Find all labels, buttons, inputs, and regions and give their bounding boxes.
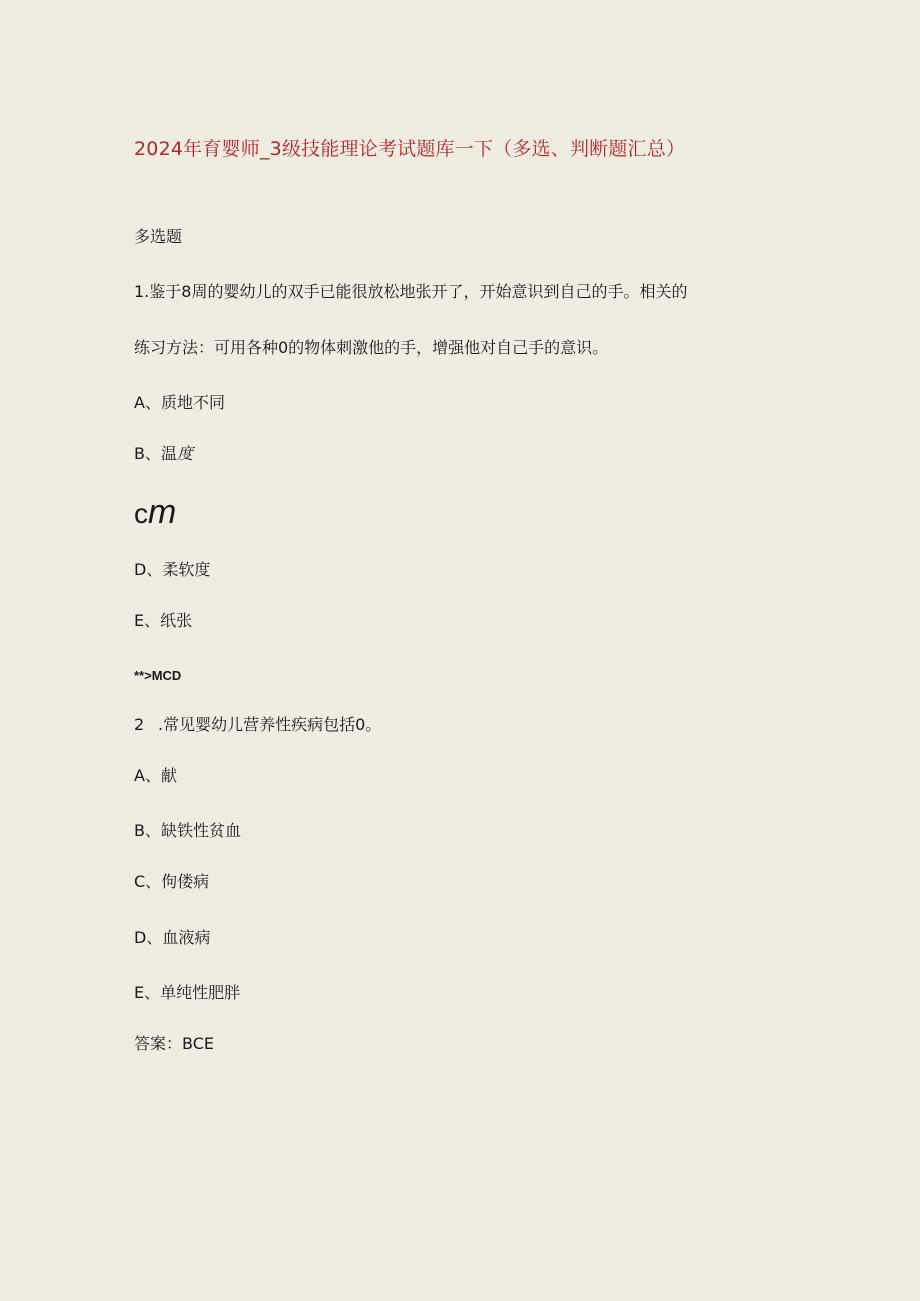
question-2-body: .常见婴幼儿营养性疾病包括0。: [158, 715, 382, 734]
question-1-line-1: 1.鉴于8周的婴幼儿的双手已能很放松地张开了，开始意识到自己的手。相关的: [134, 282, 688, 301]
question-1-option-c: [134, 492, 176, 534]
question-1-option-b: [134, 443, 193, 465]
question-2-option-a: A、献: [134, 766, 177, 785]
question-2-option-b: B、缺铁性贫血: [134, 821, 241, 840]
option-c-letter: c: [134, 498, 148, 529]
option-b-prefix: B、温: [134, 444, 177, 463]
question-1-answer: **>MCD: [134, 668, 182, 683]
question-2-option-c: C、佝偻病: [134, 872, 210, 891]
question-1-option-e: E、纸张: [134, 611, 193, 630]
question-1-option-d: D、柔软度: [134, 560, 211, 579]
option-c-text: m: [148, 493, 177, 531]
question-2-text: [134, 714, 381, 736]
section-heading: 多选题: [134, 227, 183, 246]
question-2-option-e: E、单纯性肥胖: [134, 983, 241, 1002]
document-title: 2024年育婴师_3级技能理论考试题库一下（多选、判断题汇总）: [134, 138, 686, 160]
question-1-line-2: 练习方法：可用各种0的物体刺激他的手，增强他对自己手的意识。: [134, 338, 609, 357]
question-1-option-a: A、质地不同: [134, 393, 225, 412]
question-2-number: 2: [134, 715, 145, 734]
option-b-italic: 度: [176, 444, 193, 463]
question-2-option-d: D、血液病: [134, 928, 211, 947]
question-2-answer: 答案：BCE: [134, 1034, 214, 1053]
